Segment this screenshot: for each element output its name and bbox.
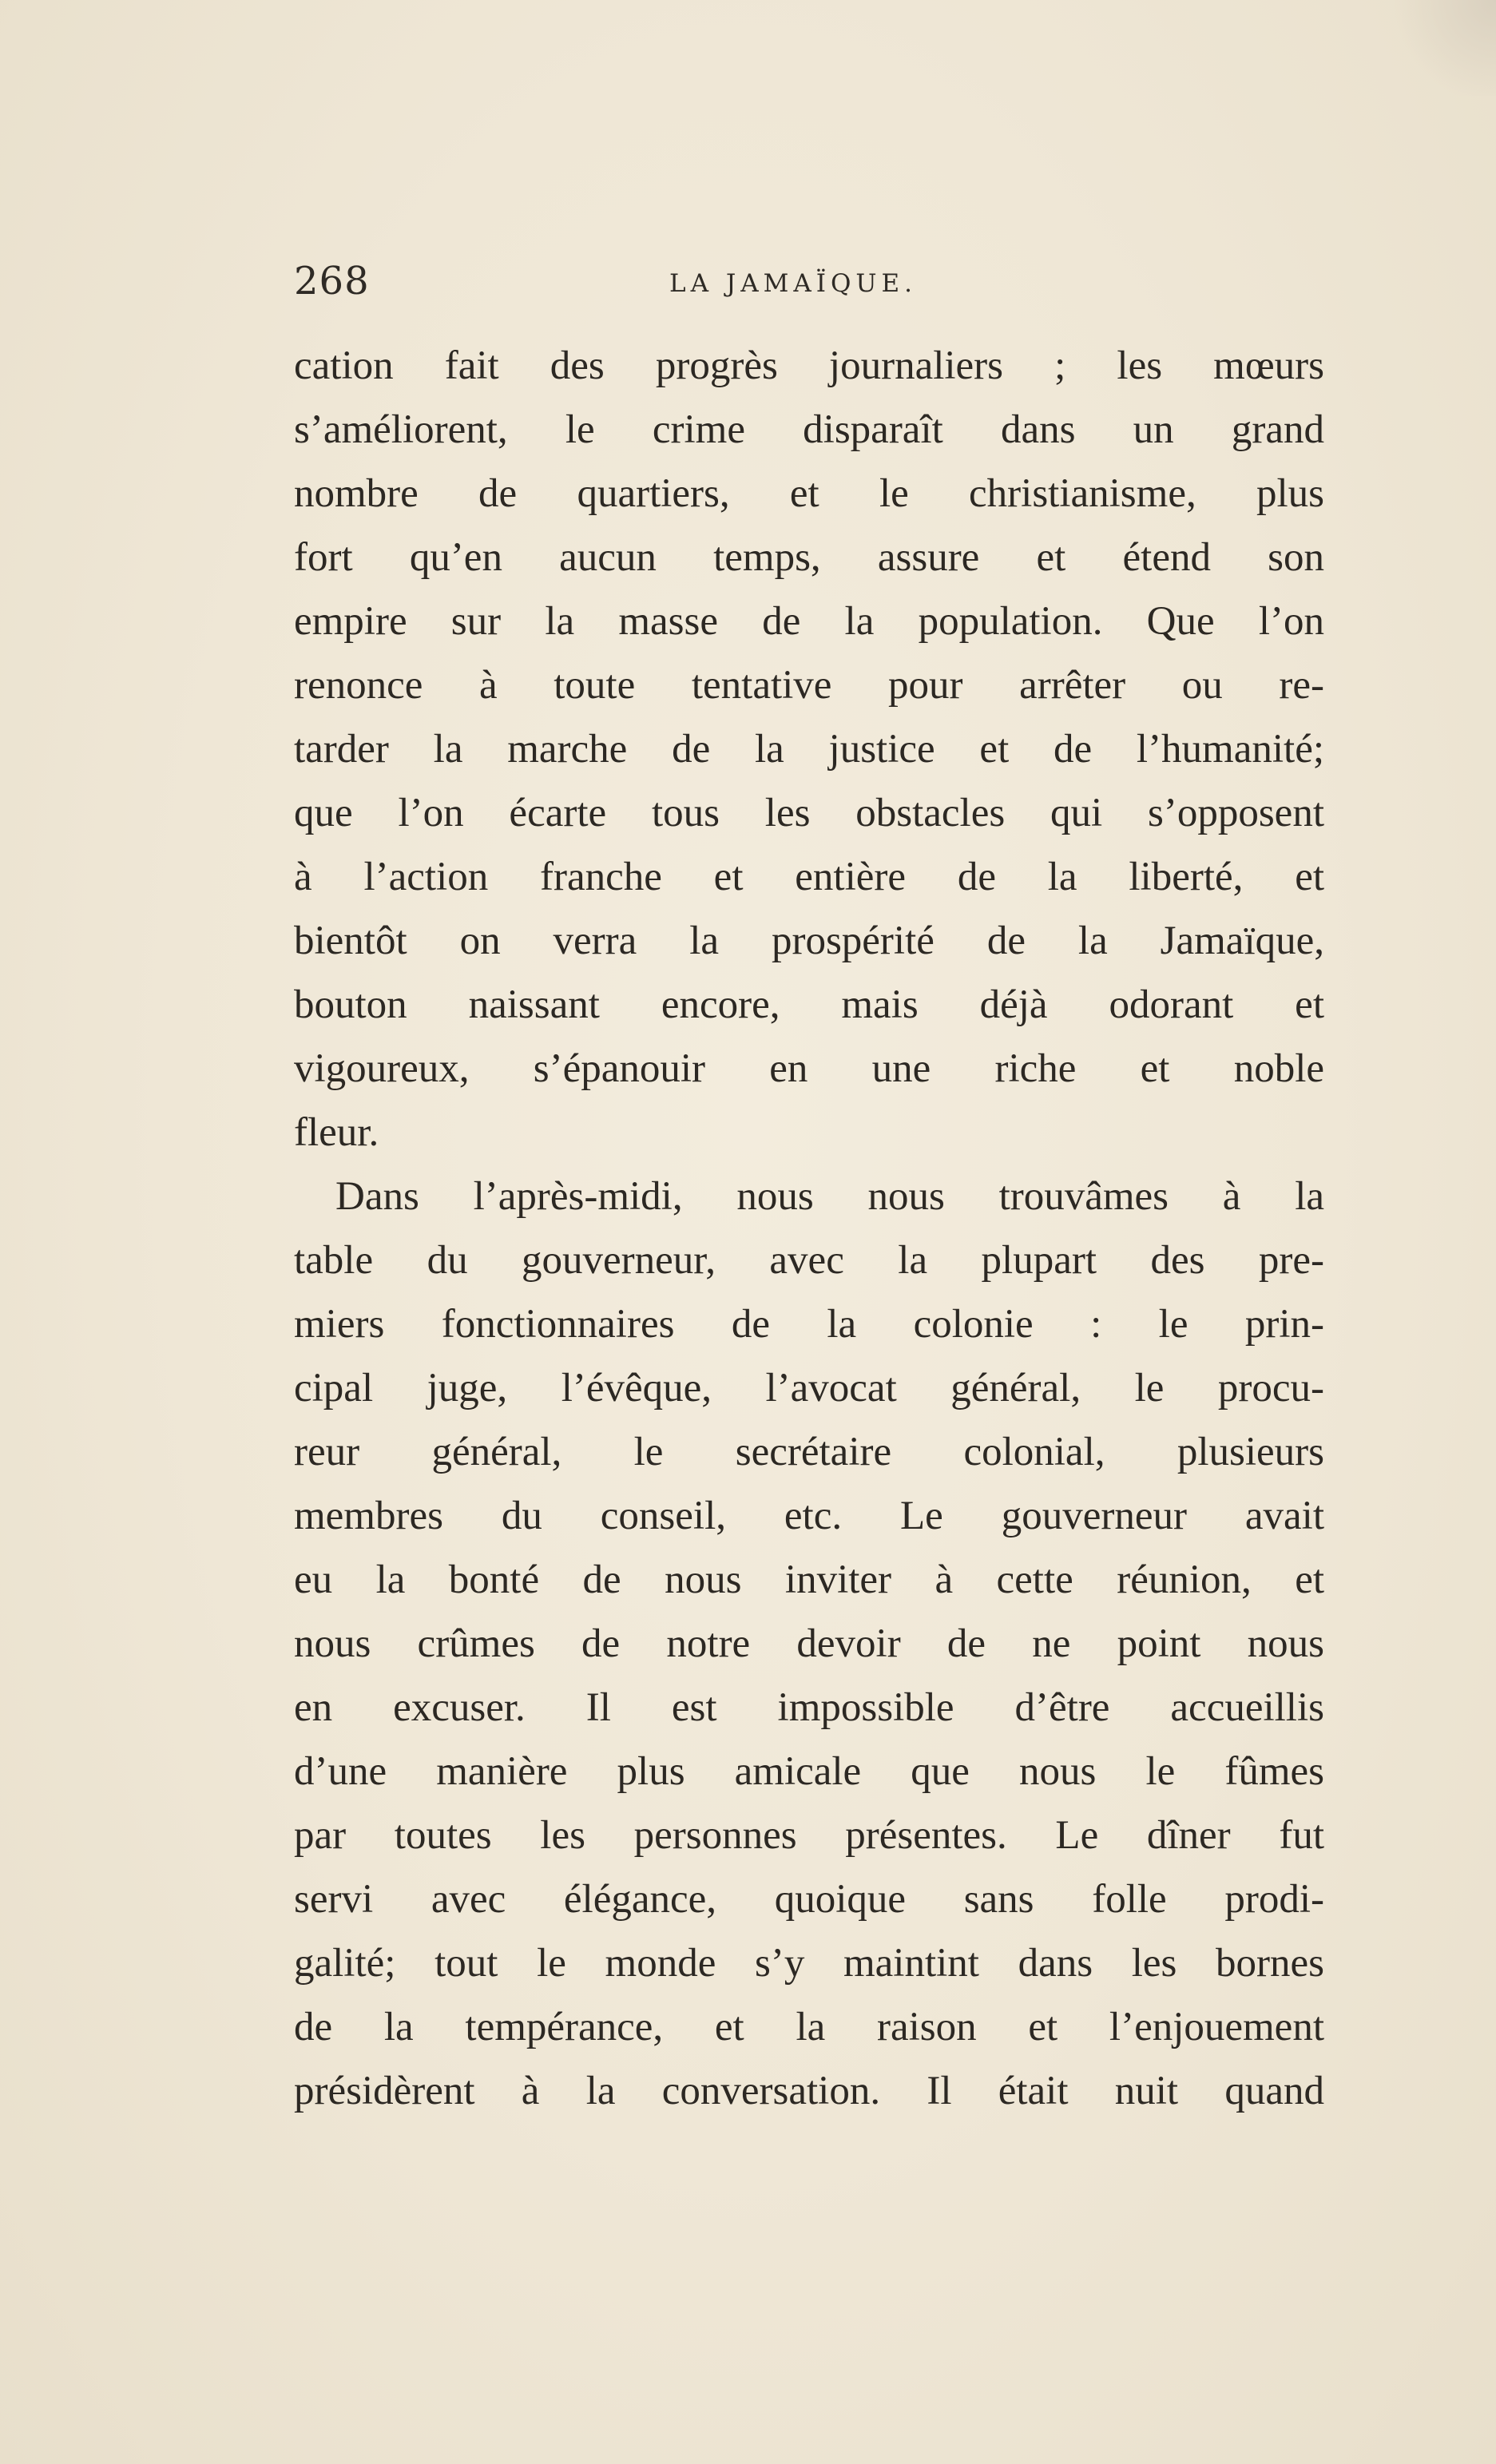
text-line: en excuser. Il est impossible d’être accueillis bbox=[294, 1685, 1324, 1730]
running-head bbox=[294, 257, 1324, 305]
text-line: d’une manière plus amicale que nous le fûmes bbox=[294, 1749, 1324, 1794]
text-line: par toutes les personnes présentes. Le dîner fut bbox=[294, 1813, 1324, 1858]
text-line: vigoureux, s’épanouir en une riche et noble bbox=[294, 1046, 1324, 1091]
text-line: bientôt on verra la prospérité de la Jamaïque, bbox=[294, 919, 1324, 963]
text-line: tarder la marche de la justice et de l’humanité; bbox=[294, 727, 1324, 772]
text-line: miers fonctionnaires de la colonie : le prin- bbox=[294, 1302, 1324, 1347]
text-line: cipal juge, l’évêque, l’avocat général, le procu- bbox=[294, 1366, 1324, 1411]
text-line: de la tempérance, et la raison et l’enjouement bbox=[294, 2005, 1324, 2049]
text-line: nous crûmes de notre devoir de ne point nous bbox=[294, 1621, 1324, 1666]
body-text bbox=[294, 334, 1324, 2123]
text-line: reur général, le secrétaire colonial, plusieurs bbox=[294, 1430, 1324, 1474]
text-line: membres du conseil, etc. Le gouverneur avait bbox=[294, 1494, 1324, 1538]
text-line: cation fait des progrès journaliers ; les mœurs bbox=[294, 343, 1324, 388]
text-line: galité; tout le monde s’y maintint dans les bornes bbox=[294, 1941, 1324, 1986]
text-line: à l’action franche et entière de la liberté, et bbox=[294, 855, 1324, 899]
paragraph-end-line: fleur. bbox=[294, 1110, 379, 1155]
text-line: nombre de quartiers, et le christianisme, plus bbox=[294, 471, 1324, 516]
page-stain bbox=[1384, 0, 1496, 96]
text-line: empire sur la masse de la population. Que l’on bbox=[294, 599, 1324, 644]
text-line: bouton naissant encore, mais déjà odorant et bbox=[294, 982, 1324, 1027]
text-line: table du gouverneur, avec la plupart des pre- bbox=[294, 1238, 1324, 1283]
running-title: LA JAMAÏQUE. bbox=[669, 269, 918, 298]
text-line: eu la bonté de nous inviter à cette réunion, et bbox=[294, 1557, 1324, 1602]
text-line: renonce à toute tentative pour arrêter ou re- bbox=[294, 663, 1324, 708]
text-line: que l’on écarte tous les obstacles qui s’opposent bbox=[294, 791, 1324, 835]
text-line: présidèrent à la conversation. Il était nuit quand bbox=[294, 2069, 1324, 2113]
text-line: s’améliorent, le crime disparaît dans un grand bbox=[294, 407, 1324, 452]
text-line: servi avec élégance, quoique sans folle prodi- bbox=[294, 1877, 1324, 1922]
paragraph-start-line: Dans l’après-midi, nous nous trouvâmes à la bbox=[335, 1174, 1324, 1219]
page-number: 268 bbox=[294, 259, 370, 304]
text-line: fort qu’en aucun temps, assure et étend son bbox=[294, 535, 1324, 580]
